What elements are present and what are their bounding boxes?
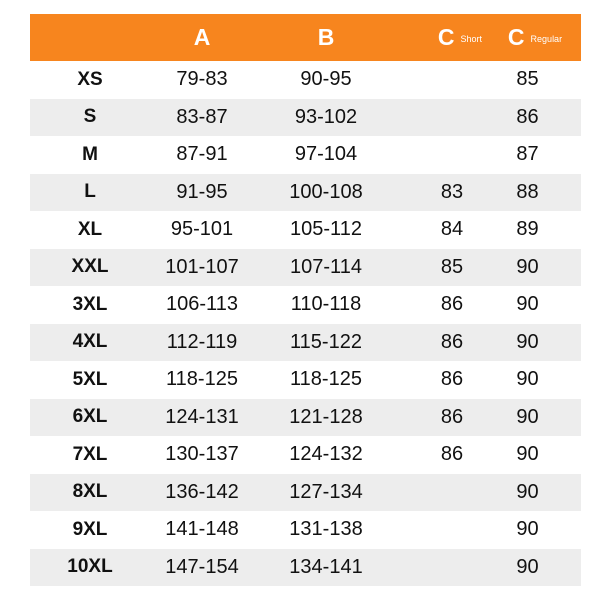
measure-c-regular-cell: 90 — [516, 555, 539, 578]
measure-b-cell: 100-108 — [289, 180, 363, 203]
measure-c-regular-cell: 90 — [516, 368, 539, 391]
measure-b-cell: 97-104 — [294, 143, 358, 166]
measure-c-regular-cell: 90 — [516, 480, 539, 503]
header-col-c-regular-sublabel: Regular — [530, 33, 563, 44]
size-chart — [30, 14, 581, 586]
measure-c-short-cell: 86 — [440, 330, 464, 353]
measure-c-regular-cell: 90 — [516, 293, 539, 316]
table-row — [30, 211, 581, 249]
size-cell: M — [82, 143, 98, 165]
measure-c-regular-cell: 90 — [516, 330, 539, 353]
measure-a-cell: 141-148 — [165, 518, 239, 541]
size-cell: 7XL — [72, 443, 108, 465]
measure-a-cell: 106-113 — [166, 293, 238, 316]
size-cell: S — [83, 106, 97, 128]
measure-a-cell: 95-101 — [170, 218, 234, 241]
size-cell: 8XL — [72, 481, 108, 503]
measure-c-short-cell: 83 — [440, 180, 464, 203]
size-cell: L — [84, 181, 96, 203]
measure-c-short-cell: 86 — [440, 368, 464, 391]
header-col-c-short-label: C — [437, 24, 455, 50]
measure-a-cell: 83-87 — [176, 105, 228, 128]
header-col-b — [264, 14, 388, 61]
measure-c-regular-cell: 85 — [516, 68, 539, 91]
measure-c-short-cell: 86 — [440, 293, 464, 316]
table-row — [30, 174, 581, 212]
size-cell: 4XL — [72, 331, 108, 353]
measure-b-cell: 107-114 — [290, 255, 362, 278]
measure-a-cell: 112-119 — [166, 330, 238, 353]
table-row — [30, 136, 581, 174]
measure-c-regular-cell: 90 — [516, 255, 539, 278]
measure-c-regular-cell: 89 — [516, 218, 539, 241]
table-row — [30, 436, 581, 474]
size-chart-body — [30, 61, 581, 586]
measure-b-cell: 131-138 — [289, 518, 363, 541]
measure-a-cell: 147-154 — [165, 555, 239, 578]
measure-c-regular-cell: 87 — [516, 143, 539, 166]
measure-b-cell: 118-125 — [290, 368, 362, 391]
size-cell: 3XL — [72, 293, 108, 315]
size-cell: XXL — [71, 256, 109, 278]
size-cell: XL — [77, 218, 103, 240]
measure-b-cell: 115-122 — [290, 330, 362, 353]
measure-b-cell: 134-141 — [289, 555, 363, 578]
table-row — [30, 361, 581, 399]
measure-a-cell: 79-83 — [176, 68, 228, 91]
size-cell: 5XL — [72, 368, 108, 390]
measure-a-cell: 91-95 — [176, 180, 228, 203]
measure-b-cell: 121-128 — [289, 405, 363, 428]
size-cell: 6XL — [72, 406, 108, 428]
measure-a-cell: 118-125 — [166, 368, 238, 391]
size-cell: XS — [77, 68, 103, 90]
size-cell: 9XL — [72, 518, 108, 540]
measure-b-cell: 93-102 — [294, 105, 358, 128]
table-row — [30, 61, 581, 99]
header-col-a — [140, 14, 264, 61]
measure-c-regular-cell: 90 — [516, 443, 539, 466]
measure-c-regular-cell: 90 — [516, 518, 539, 541]
header-col-b-label: B — [317, 24, 335, 50]
measure-a-cell: 124-131 — [165, 405, 239, 428]
measure-a-cell: 101-107 — [165, 255, 239, 278]
measure-b-cell: 124-132 — [289, 443, 363, 466]
header-col-c-regular — [485, 14, 585, 61]
table-row — [30, 99, 581, 137]
measure-c-short-cell: 86 — [440, 443, 464, 466]
measure-b-cell: 110-118 — [290, 293, 362, 316]
table-row — [30, 549, 581, 587]
size-cell: 10XL — [67, 556, 113, 578]
measure-c-short-cell: 86 — [440, 405, 464, 428]
measure-a-cell: 87-91 — [176, 143, 228, 166]
table-row — [30, 249, 581, 287]
size-chart-header — [30, 14, 581, 61]
table-row — [30, 474, 581, 512]
table-row — [30, 286, 581, 324]
measure-c-regular-cell: 86 — [516, 105, 539, 128]
header-col-a-label: A — [193, 24, 211, 50]
header-col-c-regular-label: C — [507, 24, 525, 50]
measure-c-regular-cell: 88 — [516, 180, 539, 203]
measure-b-cell: 127-134 — [289, 480, 363, 503]
measure-c-regular-cell: 90 — [516, 405, 539, 428]
measure-a-cell: 130-137 — [165, 443, 239, 466]
measure-a-cell: 136-142 — [165, 480, 239, 503]
measure-c-short-cell: 84 — [440, 218, 464, 241]
table-row — [30, 511, 581, 549]
measure-c-short-cell: 85 — [440, 255, 464, 278]
measure-b-cell: 90-95 — [300, 68, 352, 91]
table-row — [30, 324, 581, 362]
table-row — [30, 399, 581, 437]
measure-b-cell: 105-112 — [290, 218, 362, 241]
header-col-c-short-sublabel: Short — [460, 33, 483, 44]
